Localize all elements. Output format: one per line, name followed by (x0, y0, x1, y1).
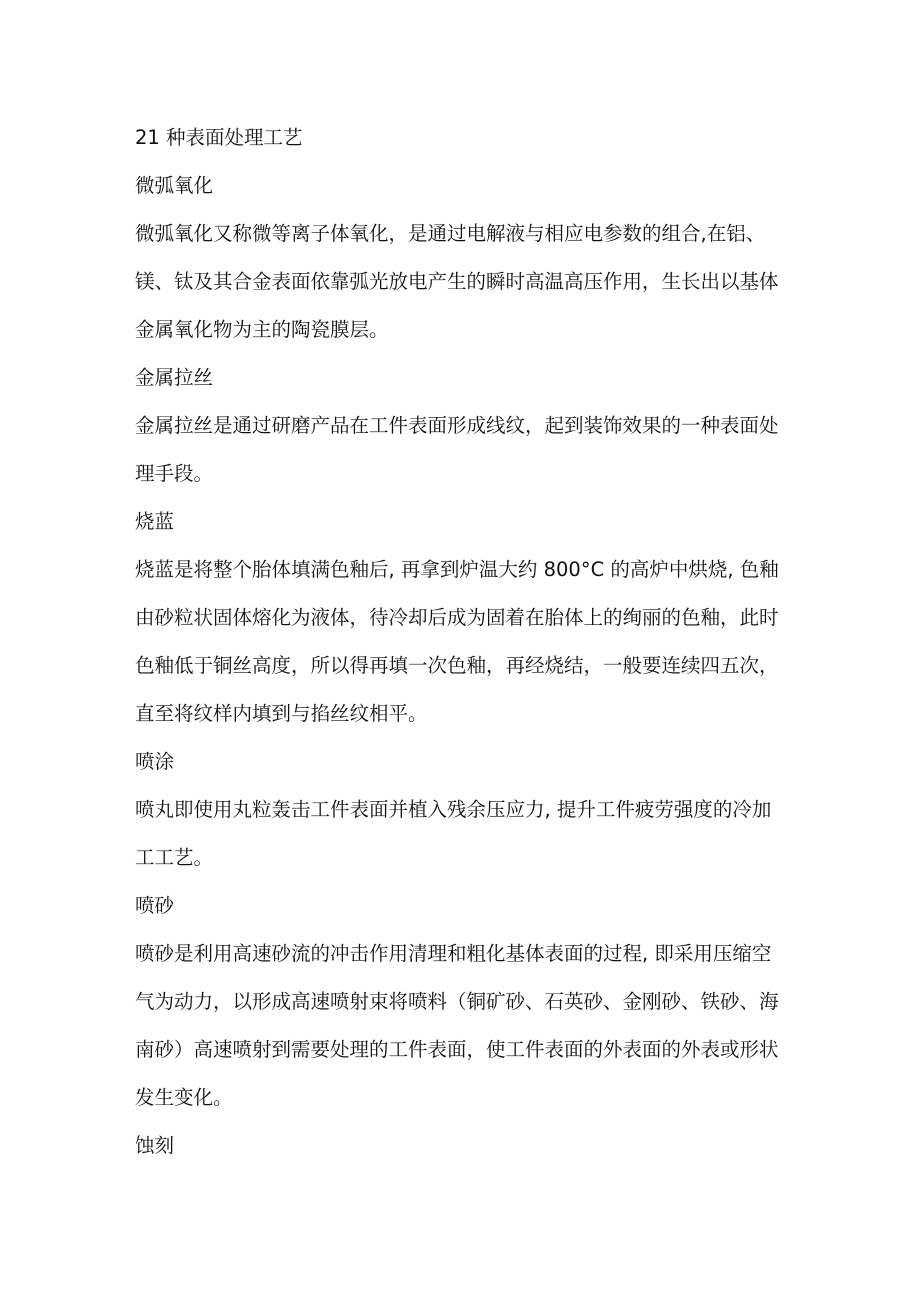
section-body-enamel-firing (135, 546, 795, 738)
body-line: 直至将纹样内填到与掐丝纹相平。 (135, 702, 428, 725)
section-heading-micro-arc-oxidation: 微弧氧化 (135, 174, 214, 197)
section-heading-etching: 蚀刻 (135, 1134, 175, 1157)
body-line: 色釉低于铜丝高度，所以得再填一次色釉，再经烧结，一般要连续四五次， (135, 654, 779, 677)
body-line: 由砂粒状固体熔化为液体，待冷却后成为固着在胎体上的绚丽的色釉，此时 (135, 606, 779, 629)
body-line: 镁、钛及其合金表面依靠弧光放电产生的瞬时高温高压作用，生长出以基体 (135, 270, 779, 293)
body-line: 理手段。 (135, 462, 214, 485)
section-body-metal-brushing (135, 402, 795, 498)
body-line: 烧蓝是将整个胎体填满色釉后, 再拿到炉温大约 800°C 的高炉中烘烧, 色釉 (135, 558, 779, 581)
body-line: 金属拉丝是通过研磨产品在工件表面形成线纹，起到装饰效果的一种表面处 (135, 414, 779, 437)
document-content (135, 114, 795, 1170)
body-line: 金属氧化物为主的陶瓷膜层。 (135, 318, 389, 341)
body-line: 喷砂是利用高速砂流的冲击作用清理和粗化基体表面的过程, 即采用压缩空 (135, 942, 772, 965)
body-line: 工工艺。 (135, 846, 214, 869)
section-heading-enamel-firing: 烧蓝 (135, 510, 175, 533)
body-line: 发生变化。 (135, 1086, 233, 1109)
section-body-sandblasting (135, 930, 795, 1122)
section-body-spray-coating (135, 786, 795, 882)
body-line: 喷丸即使用丸粒轰击工件表面并植入残余压应力, 提升工件疲劳强度的冷加 (135, 798, 772, 821)
body-line: 南砂）高速喷射到需要处理的工件表面，使工件表面的外表面的外表或形状 (135, 1038, 779, 1061)
body-line: 微弧氧化又称微等离子体氧化，是通过电解液与相应电参数的组合,在铝、 (135, 222, 766, 245)
body-line: 气为动力，以形成高速喷射束将喷料（铜矿砂、石英砂、金刚砂、铁砂、海 (135, 990, 779, 1013)
section-body-micro-arc-oxidation (135, 210, 795, 354)
document-title: 21 种表面处理工艺 (135, 126, 303, 149)
section-heading-sandblasting: 喷砂 (135, 894, 175, 917)
section-heading-spray-coating: 喷涂 (135, 750, 175, 773)
section-heading-metal-brushing: 金属拉丝 (135, 366, 214, 389)
